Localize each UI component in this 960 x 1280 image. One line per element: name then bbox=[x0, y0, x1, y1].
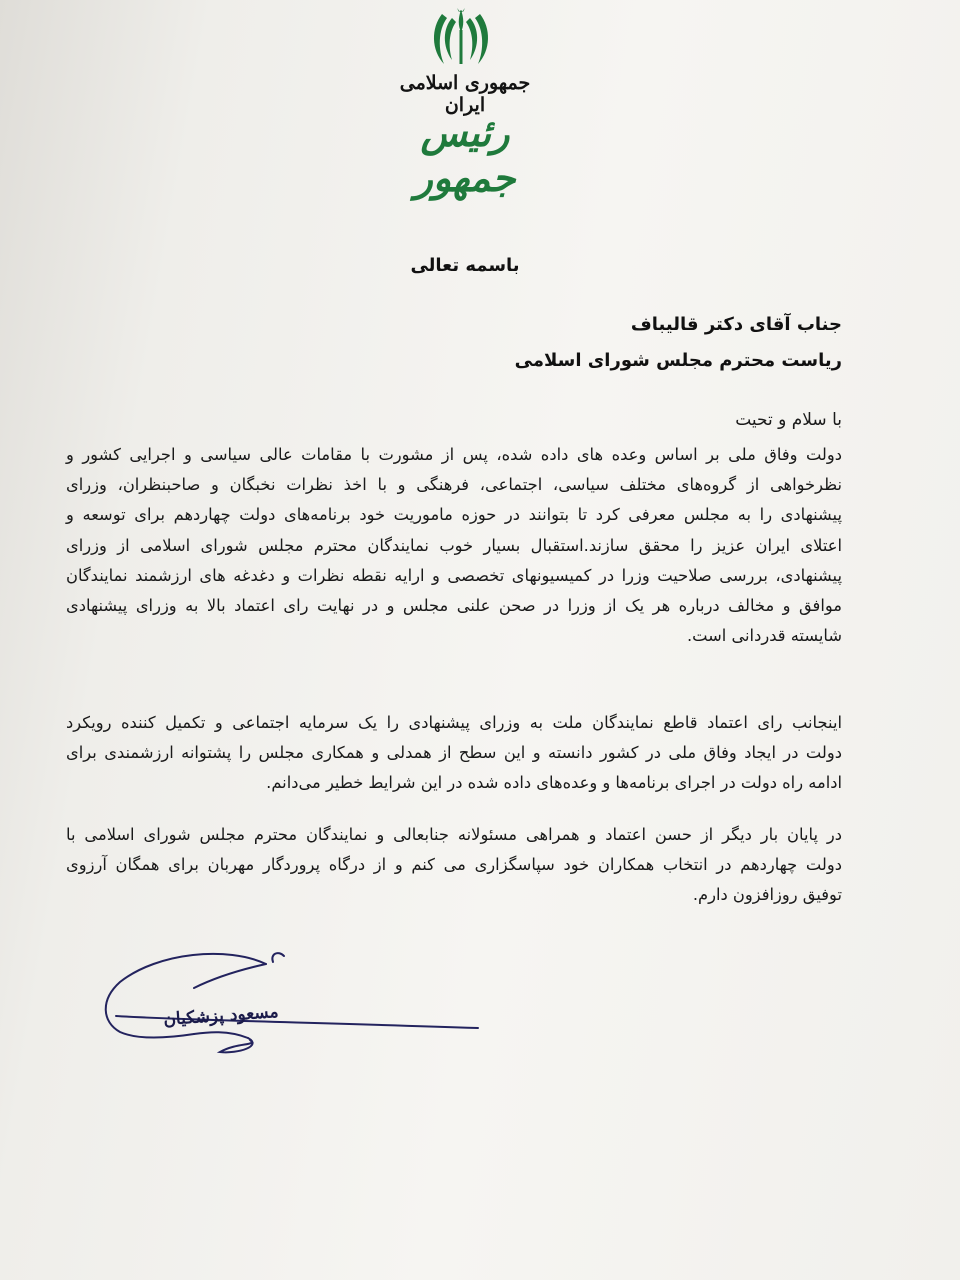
office-title: رئیس جمهور bbox=[414, 110, 516, 200]
addressee-name: جناب آقای دکتر قالیباف bbox=[630, 314, 842, 335]
text-line: موافق و مخالف درباره هر یک از وزرا در صحن علنی مجلس و در نهایت رای اعتماد بالا به وزرای پیشنهادی bbox=[66, 596, 842, 616]
text-line: دولت در ایجاد وفاق ملی در کشور دانسته و این سطح از همدلی و همکاری مجلس را پشتوانه ارزشمندی برای bbox=[66, 743, 842, 763]
body-paragraph-2 bbox=[66, 708, 842, 799]
addressee-title: ریاست محترم مجلس شورای اسلامی bbox=[514, 350, 842, 371]
greeting: با سلام و تحیت bbox=[735, 410, 842, 430]
text-line: توفیق روزافزون دارم. bbox=[692, 885, 842, 905]
body-paragraph-1 bbox=[66, 440, 842, 651]
text-line: شایسته قدردانی است. bbox=[686, 626, 842, 646]
text-line: دولت وفاق ملی بر اساس وعده های داده شده، پس از مشورت با مقامات عالی سیاسی و اجرایی کشور و bbox=[66, 445, 842, 464]
text-line: اعتلای ایران عزیز را محقق سازند.استقبال بسیار خوب نمایندگان محترم مجلس شورای اسلامی از وزرای bbox=[66, 535, 842, 555]
signer-name: مسعود پزشکیان bbox=[162, 1002, 280, 1030]
invocation-heading: باسمه تعالی bbox=[410, 255, 520, 276]
country-name: جمهوری اسلامی ایران bbox=[399, 72, 531, 116]
text-line: ادامه راه دولت در اجرای برنامه‌ها و وعده‌های داده شده در این شرایط خطیر می‌دانم. bbox=[266, 773, 842, 793]
text-line: نظرخواهی از گروه‌های مختلف سیاسی، اجتماعی، فرهنگی و با اخذ نظرات نخبگان و صاحبنظران، وزرای bbox=[66, 475, 842, 495]
text-line: در پایان بار دیگر از حسن اعتماد و همراهی مسئولانه جنابعالی و نمایندگان محترم مجلس شورای اسلامی با bbox=[66, 825, 842, 844]
text-line: دولت چهاردهم در انتخاب همکاران خود سپاسگزاری می کنم و از درگاه پروردگار مهربان برای همگان آرزوی bbox=[66, 855, 842, 875]
body-paragraph-3 bbox=[66, 820, 842, 911]
text-line: پیشنهادی، بررسی صلاحیت وزرا در کمیسیونهای تخصصی و ارایه نقطه نظرات و دغدغه های ارزشمند نمایندگان bbox=[66, 565, 842, 585]
text-line: پیشنهادی را به مجلس معرفی کرد تا بتوانند در حوزه ماموریت خود برنامه‌های دولت چهاردهم برای توسعه و bbox=[66, 505, 842, 525]
iran-emblem-icon bbox=[428, 6, 494, 70]
text-line: اینجانب رای اعتماد قاطع نمایندگان ملت به وزرای پیشنهادی را یک سرمایه اجتماعی و تکمیل کننده رویکرد bbox=[66, 713, 842, 732]
